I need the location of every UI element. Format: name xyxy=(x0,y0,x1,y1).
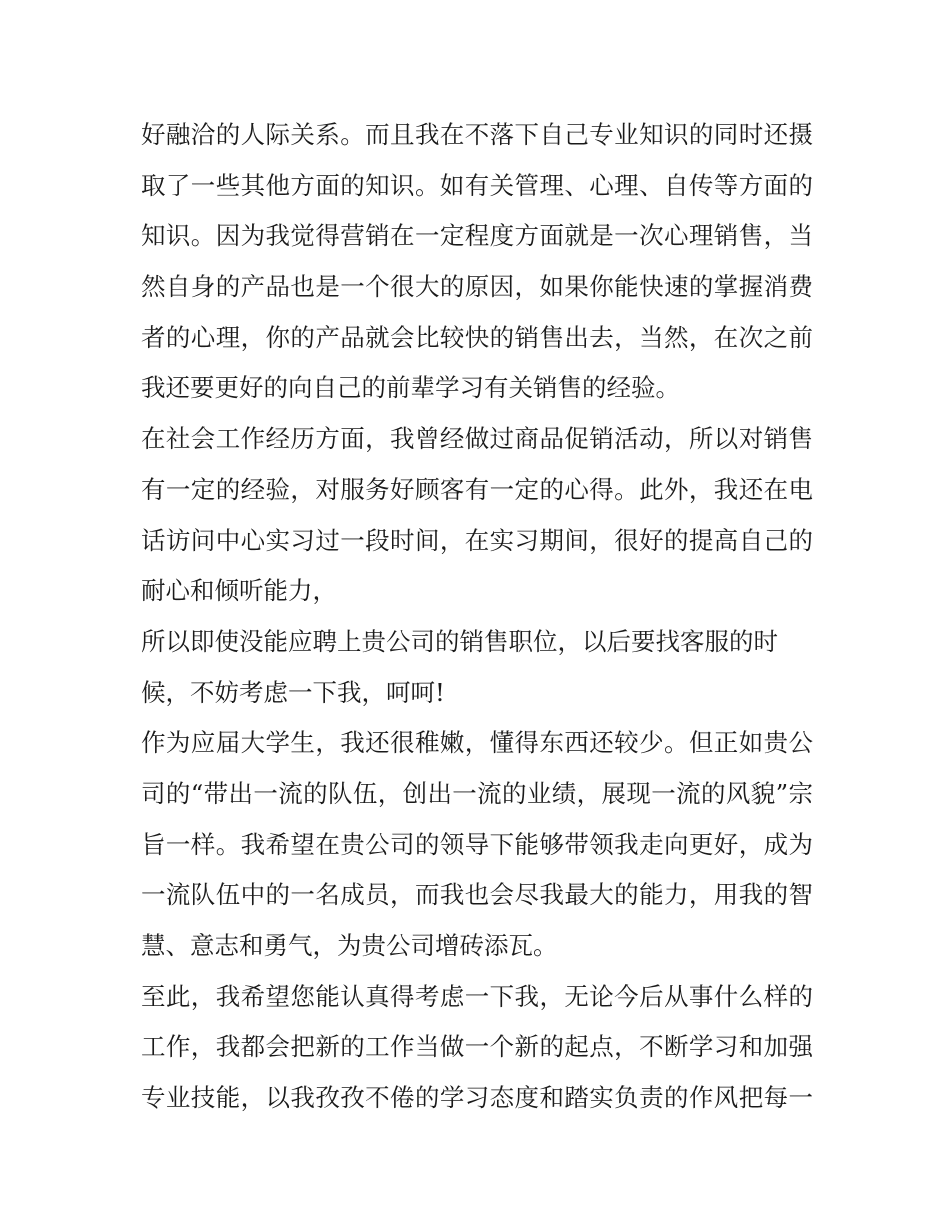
text-line: 取了一些其他方面的知识。如有关管理、心理、自传等方面的 xyxy=(141,170,813,200)
text-line: 有一定的经验，对服务好顾客有一定的心得。此外，我还在电 xyxy=(141,474,813,504)
text-line: 者的心理，你的产品就会比较快的销售出去，当然，在次之前 xyxy=(141,322,813,352)
text-line: 慧、意志和勇气，为贵公司增砖添瓦。 xyxy=(141,931,558,960)
text-line: 工作，我都会把新的工作当做一个新的起点，不断学习和加强 xyxy=(141,1032,813,1062)
text-line: 在社会工作经历方面，我曾经做过商品促销活动，所以对销售 xyxy=(141,424,813,454)
text-line: 至此，我希望您能认真得考虑一下我，无论今后从事什么样的 xyxy=(141,981,813,1011)
text-line: 司的“带出一流的队伍，创出一流的业绩，展现一流的风貌”宗 xyxy=(141,778,813,808)
text-line: 耐心和倾听能力， xyxy=(141,576,337,606)
text-line: 所以即使没能应聘上贵公司的销售职位，以后要找客服的时 xyxy=(141,626,778,656)
text-line: 知识。因为我觉得营销在一定程度方面就是一次心理销售，当 xyxy=(141,221,813,251)
text-line: 专业技能，以我孜孜不倦的学习态度和踏实负责的作风把每一 xyxy=(141,1083,813,1113)
text-line: 我还要更好的向自己的前辈学习有关销售的经验。 xyxy=(141,373,680,403)
text-line: 一流队伍中的一名成员，而我也会尽我最大的能力，用我的智 xyxy=(141,880,813,910)
text-line: 好融洽的人际关系。而且我在不落下自己专业知识的同时还摄 xyxy=(141,120,813,149)
body-text xyxy=(141,110,813,1124)
text-line: 话访问中心实习过一段时间，在实习期间，很好的提高自己的 xyxy=(141,525,813,555)
text-line: 候，不妨考虑一下我，呵呵! xyxy=(141,677,445,707)
text-line: 然自身的产品也是一个很大的原因，如果你能快速的掌握消费 xyxy=(141,272,813,302)
text-line: 旨一样。我希望在贵公司的领导下能够带领我走向更好，成为 xyxy=(141,829,813,859)
text-line: 作为应届大学生，我还很稚嫩，懂得东西还较少。但正如贵公 xyxy=(141,728,813,758)
